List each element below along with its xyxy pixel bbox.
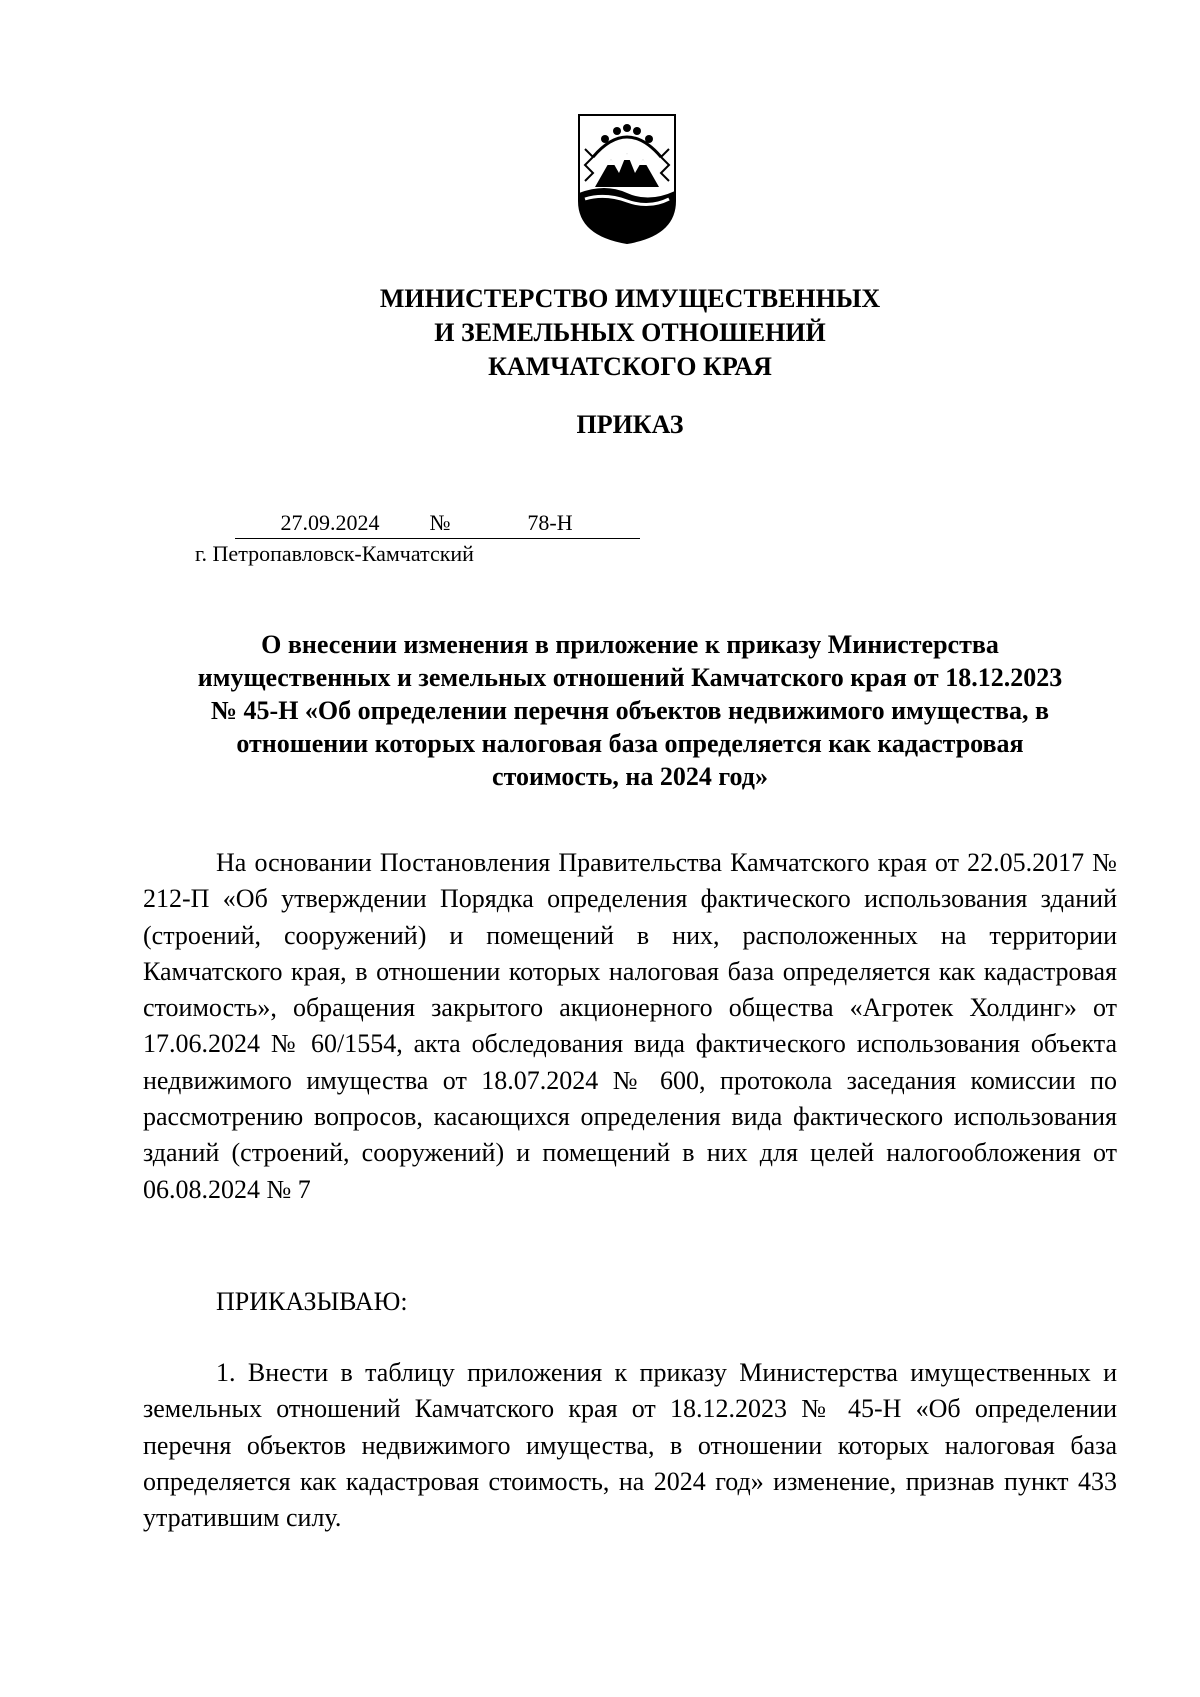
item-1-paragraph: 1. Внести в таблицу приложения к приказу Министерства имущественных и земельных отношений Камчатского края от 18.12.2023 № 45-Н «Об определении перечня объектов недвижимого имущества, в отношении которых налоговая база определяется как кадастровая стоимость, на 2024 год» изменение, признав пункт 433 утратившим силу. — [143, 1358, 1117, 1533]
decree-heading: ПРИКАЗЫВАЮ: — [216, 1287, 408, 1316]
subject-line-2: имущественных и земельных отношений Камчатского края от 18.12.2023 — [197, 663, 1063, 692]
ministry-line-3: КАМЧАТСКОГО КРАЯ — [488, 352, 772, 381]
subject-line-4: отношении которых налоговая база определяется как кадастровая — [236, 729, 1024, 758]
document-type: ПРИКАЗ — [576, 410, 684, 439]
kamchatka-coat-of-arms-icon — [575, 113, 679, 245]
order-subject — [155, 628, 1105, 793]
preamble-paragraph: На основании Постановления Правительства Камчатского края от 22.05.2017 № 212-П «Об утверждении Порядка определения фактического использования зданий (строений, сооружений) и помещений в них, расположенных на территории Камчатского края, в отношении которых налоговая база определяется как кадастровая стоимость», обращения закрытого акционерного общества «Агротек Холдинг» от 17.06.2024 № 60/1554, акта обследования вида фактического использования объекта недвижимого имущества от 18.07.2024 № 600, протокола заседания комиссии по рассмотрению вопросов, касающихся определения вида фактического использования зданий (строений, сооружений) и помещений в них для целей налогообложения от 06.08.2024 № 7 — [143, 848, 1117, 1204]
number-sign: № — [420, 508, 460, 539]
city-name: г. Петропавловск-Камчатский — [195, 541, 474, 566]
subject-line-3: № 45-Н «Об определении перечня объектов недвижимого имущества, в — [210, 696, 1050, 725]
ministry-line-1: МИНИСТЕРСТВО ИМУЩЕСТВЕННЫХ — [379, 284, 881, 313]
order-number: 78-Н — [460, 508, 640, 539]
ministry-line-2: И ЗЕМЕЛЬНЫХ ОТНОШЕНИЙ — [434, 318, 826, 347]
order-date: 27.09.2024 — [235, 508, 425, 539]
subject-line-5: стоимость, на 2024 год» — [492, 762, 768, 791]
ministry-name — [250, 282, 1010, 384]
subject-line-1: О внесении изменения в приложение к приказу Министерства — [261, 630, 999, 659]
